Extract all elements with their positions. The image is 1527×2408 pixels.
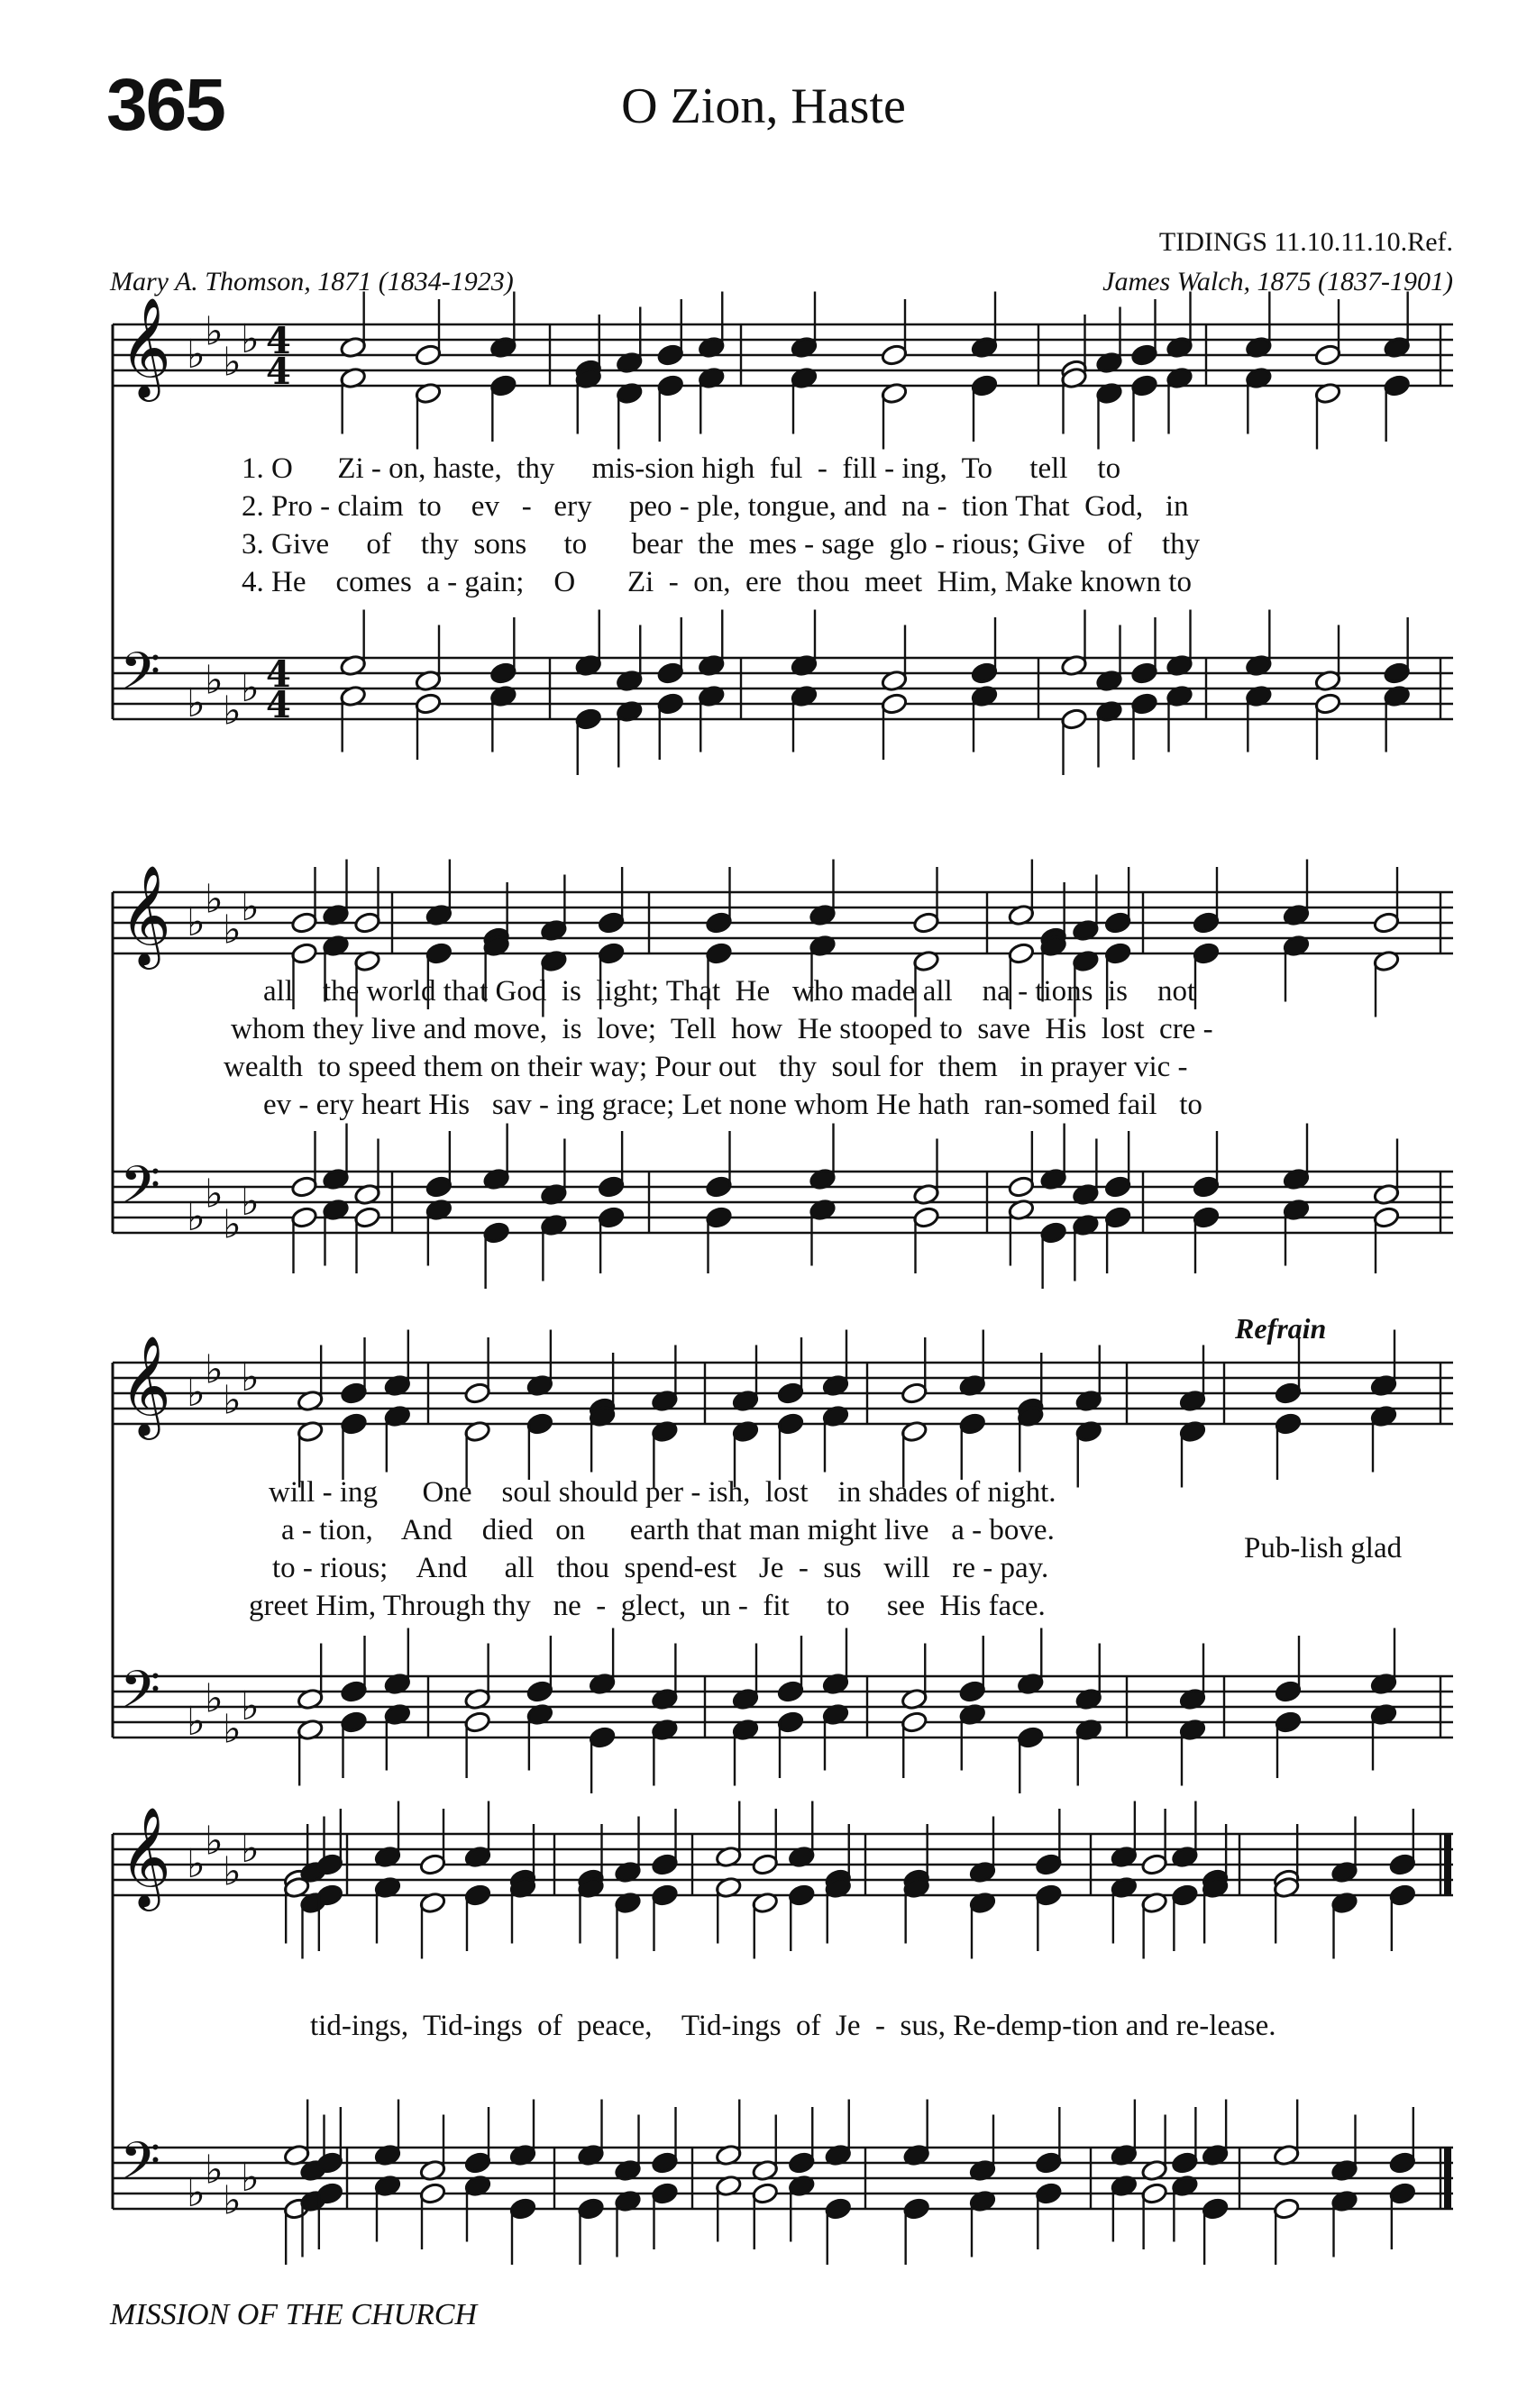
- note-head: [901, 1710, 928, 1734]
- note-head: [1193, 911, 1221, 935]
- note-head: [1130, 661, 1158, 685]
- note-head: [489, 661, 517, 685]
- refrain-start-lyric: Pub-lish glad: [1244, 1532, 1403, 1564]
- note-head: [290, 911, 318, 935]
- note-head: [958, 1680, 986, 1703]
- note-head: [415, 343, 443, 367]
- lyric-line-s3-v2: a - tion, And died on earth that man might live a - bove.: [281, 1514, 1055, 1546]
- lyric-line-s2-v2: whom they live and move, is love; Tell how He stooped to save His lost cre -: [231, 1013, 1213, 1045]
- flat-icon: ♭: [205, 1346, 224, 1393]
- note-head: [1373, 1206, 1401, 1229]
- note-head: [1193, 942, 1221, 965]
- lyric-line-s1-v4: 4. He comes a - gain; O Zi - on, ere thou meet Him, Make known to: [242, 566, 1192, 598]
- note-head: [489, 374, 517, 397]
- note-head: [1275, 1710, 1303, 1734]
- flat-icon: ♭: [223, 339, 242, 386]
- bass-clef-icon: 𝄢: [120, 641, 161, 715]
- note-head: [598, 1175, 626, 1199]
- note-head: [1130, 343, 1158, 367]
- note-head: [777, 1710, 805, 1734]
- note-head: [290, 942, 318, 965]
- flat-icon: ♭: [205, 1818, 224, 1865]
- note-head: [777, 1382, 805, 1405]
- flat-icon: ♭: [205, 876, 224, 923]
- note-head: [1275, 1680, 1303, 1703]
- final-bar-line: [1444, 1834, 1451, 1895]
- flat-icon: ♭: [223, 2177, 242, 2224]
- note-head: [902, 2197, 930, 2221]
- note-head: [598, 942, 626, 965]
- note-head: [1373, 911, 1401, 935]
- note-head: [577, 2197, 605, 2221]
- note-head: [751, 2182, 779, 2205]
- tune-name-meter: TIDINGS 11.10.11.10.Ref.: [1158, 227, 1453, 257]
- time-signature: 4: [266, 320, 291, 362]
- note-head: [1008, 1175, 1036, 1199]
- flat-icon: ♭: [223, 688, 242, 734]
- treble-clef-icon: 𝄞: [120, 1806, 171, 1907]
- note-head: [1314, 343, 1342, 367]
- flat-icon: ♭: [205, 2147, 224, 2194]
- note-head: [777, 1412, 805, 1436]
- note-head: [1314, 692, 1342, 716]
- note-head: [425, 1175, 453, 1199]
- note-head: [1130, 692, 1158, 716]
- note-head: [1273, 2197, 1301, 2221]
- lyric-line-s1-v1: 1. O Zi - on, haste, thy mis-sion high ful - fill - ing, To tell to: [242, 452, 1121, 485]
- note-head: [1193, 1206, 1221, 1229]
- note-head: [901, 1382, 928, 1405]
- note-head: [881, 343, 909, 367]
- flat-icon: ♭: [205, 1171, 224, 1218]
- note-head: [353, 911, 381, 935]
- bass-clef-icon: 𝄢: [120, 1154, 161, 1228]
- flat-icon: ♭: [223, 1377, 242, 1424]
- flat-icon: ♭: [205, 308, 224, 355]
- lyric-line-s3-v3: to - rious; And all thou spend-est Je - sus will re - pay.: [272, 1552, 1049, 1584]
- note-head: [656, 661, 684, 685]
- note-head: [751, 1853, 779, 1876]
- note-head: [705, 942, 733, 965]
- flat-icon: ♭: [241, 1354, 260, 1400]
- note-head: [290, 1175, 318, 1199]
- note-head: [1035, 2182, 1063, 2205]
- note-head: [912, 911, 940, 935]
- note-head: [656, 343, 684, 367]
- note-head: [464, 2151, 492, 2175]
- lyric-line-s2-v3: wealth to speed them on their way; Pour out thy soul for them in prayer vic -: [224, 1051, 1188, 1083]
- note-head: [1389, 2182, 1417, 2205]
- note-head: [415, 692, 443, 716]
- flat-icon: ♭: [241, 665, 260, 711]
- note-head: [881, 692, 909, 716]
- note-head: [1017, 1726, 1045, 1749]
- note-head: [1383, 661, 1411, 685]
- note-head: [340, 1710, 368, 1734]
- time-signature: 4: [266, 684, 291, 726]
- note-head: [1104, 942, 1132, 965]
- note-head: [464, 1884, 492, 1907]
- lyric-line-s2-v1: all the world that God is light; That He who made all na - tions is not: [263, 975, 1196, 1008]
- hymn-title: O Zion, Haste: [621, 78, 906, 134]
- note-head: [1389, 1884, 1417, 1907]
- flat-icon: ♭: [187, 680, 206, 726]
- note-head: [353, 1206, 381, 1229]
- note-head: [419, 2182, 447, 2205]
- note-head: [1035, 1853, 1063, 1876]
- section-footer: MISSION OF THE CHURCH: [110, 2298, 478, 2331]
- note-head: [971, 374, 999, 397]
- note-head: [1171, 1884, 1199, 1907]
- composer-credit: James Walch, 1875 (1837-1901): [1102, 267, 1453, 296]
- flat-icon: ♭: [241, 2155, 260, 2201]
- flat-icon: ♭: [205, 657, 224, 704]
- note-head: [656, 374, 684, 397]
- note-head: [425, 942, 453, 965]
- flat-icon: ♭: [187, 1194, 206, 1240]
- note-head: [463, 1382, 491, 1405]
- final-bar-line: [1444, 2148, 1451, 2209]
- note-head: [340, 1680, 368, 1703]
- flat-icon: ♭: [187, 1699, 206, 1745]
- treble-clef-icon: 𝄞: [120, 296, 171, 397]
- refrain-label: Refrain: [1235, 1312, 1327, 1345]
- note-head: [1140, 1853, 1168, 1876]
- note-head: [1035, 2151, 1063, 2175]
- treble-clef-icon: 𝄞: [120, 864, 171, 965]
- flat-icon: ♭: [241, 1826, 260, 1872]
- note-head: [958, 1412, 986, 1436]
- note-head: [1035, 1884, 1063, 1907]
- note-head: [705, 911, 733, 935]
- note-head: [290, 1206, 318, 1229]
- lyric-line-s3-v1: will - ing One soul should per - ish, lost in shades of night.: [269, 1476, 1056, 1509]
- flat-icon: ♭: [223, 1706, 242, 1753]
- flat-icon: ♭: [223, 907, 242, 953]
- flat-icon: ♭: [241, 884, 260, 930]
- note-head: [824, 2197, 852, 2221]
- note-head: [705, 1175, 733, 1199]
- note-head: [574, 707, 602, 731]
- note-head: [788, 2151, 816, 2175]
- note-head: [651, 1884, 679, 1907]
- flat-icon: ♭: [241, 316, 260, 362]
- note-head: [651, 2182, 679, 2205]
- note-head: [1039, 1221, 1067, 1245]
- note-head: [419, 1853, 447, 1876]
- note-head: [1193, 1175, 1221, 1199]
- note-head: [340, 1382, 368, 1405]
- note-head: [482, 1221, 510, 1245]
- note-head: [1202, 2197, 1230, 2221]
- note-head: [777, 1680, 805, 1703]
- note-head: [1389, 1853, 1417, 1876]
- note-head: [598, 911, 626, 935]
- lyric-line-s4: tid-ings, Tid-ings of peace, Tid-ings of Je - sus, Re-demp-tion and re-lease.: [310, 2010, 1276, 2042]
- note-head: [788, 1884, 816, 1907]
- hymn-number: 365: [106, 64, 224, 146]
- note-head: [1389, 2151, 1417, 2175]
- note-head: [1275, 1412, 1303, 1436]
- time-signature: 4: [266, 351, 291, 393]
- note-head: [526, 1680, 554, 1703]
- flat-icon: ♭: [223, 1848, 242, 1895]
- flat-icon: ♭: [241, 1179, 260, 1225]
- author-credit: Mary A. Thomson, 1871 (1834-1923): [110, 267, 514, 296]
- flat-icon: ♭: [205, 1675, 224, 1722]
- note-head: [656, 692, 684, 716]
- note-head: [340, 1412, 368, 1436]
- note-head: [463, 1710, 491, 1734]
- note-head: [1104, 1206, 1132, 1229]
- flat-icon: ♭: [187, 1370, 206, 1416]
- note-head: [1383, 374, 1411, 397]
- note-head: [1171, 2151, 1199, 2175]
- note-head: [589, 1726, 617, 1749]
- flat-icon: ♭: [223, 1201, 242, 1248]
- lyric-line-s1-v2: 2. Pro - claim to ev - ery peo - ple, tongue, and na - tion That God, in: [242, 490, 1189, 523]
- note-head: [912, 1206, 940, 1229]
- note-head: [705, 1206, 733, 1229]
- bass-clef-icon: 𝄢: [120, 1659, 161, 1733]
- lyric-line-s1-v3: 3. Give of thy sons to bear the mes - sage glo - rious; Give of thy: [242, 528, 1201, 561]
- flat-icon: ♭: [241, 1683, 260, 1729]
- note-head: [1060, 707, 1088, 731]
- note-head: [1140, 2182, 1168, 2205]
- note-head: [651, 1853, 679, 1876]
- flat-icon: ♭: [187, 899, 206, 945]
- flat-icon: ♭: [187, 2170, 206, 2216]
- lyric-line-s2-v4: ev - ery heart His sav - ing grace; Let none whom He hath ran-somed fail to: [263, 1089, 1202, 1121]
- treble-clef-icon: 𝄞: [120, 1335, 171, 1436]
- note-head: [1104, 911, 1132, 935]
- flat-icon: ♭: [187, 1841, 206, 1887]
- bass-clef-icon: 𝄢: [120, 2130, 161, 2204]
- note-head: [1104, 1175, 1132, 1199]
- note-head: [526, 1412, 554, 1436]
- note-head: [1130, 374, 1158, 397]
- note-head: [651, 2151, 679, 2175]
- note-head: [509, 2197, 537, 2221]
- note-head: [1275, 1382, 1303, 1405]
- lyric-line-s3-v4: greet Him, Through thy ne - glect, un - fit to see His face.: [249, 1590, 1046, 1622]
- time-signature: 4: [266, 653, 291, 696]
- flat-icon: ♭: [187, 332, 206, 378]
- note-head: [1008, 942, 1036, 965]
- note-head: [598, 1206, 626, 1229]
- note-head: [971, 661, 999, 685]
